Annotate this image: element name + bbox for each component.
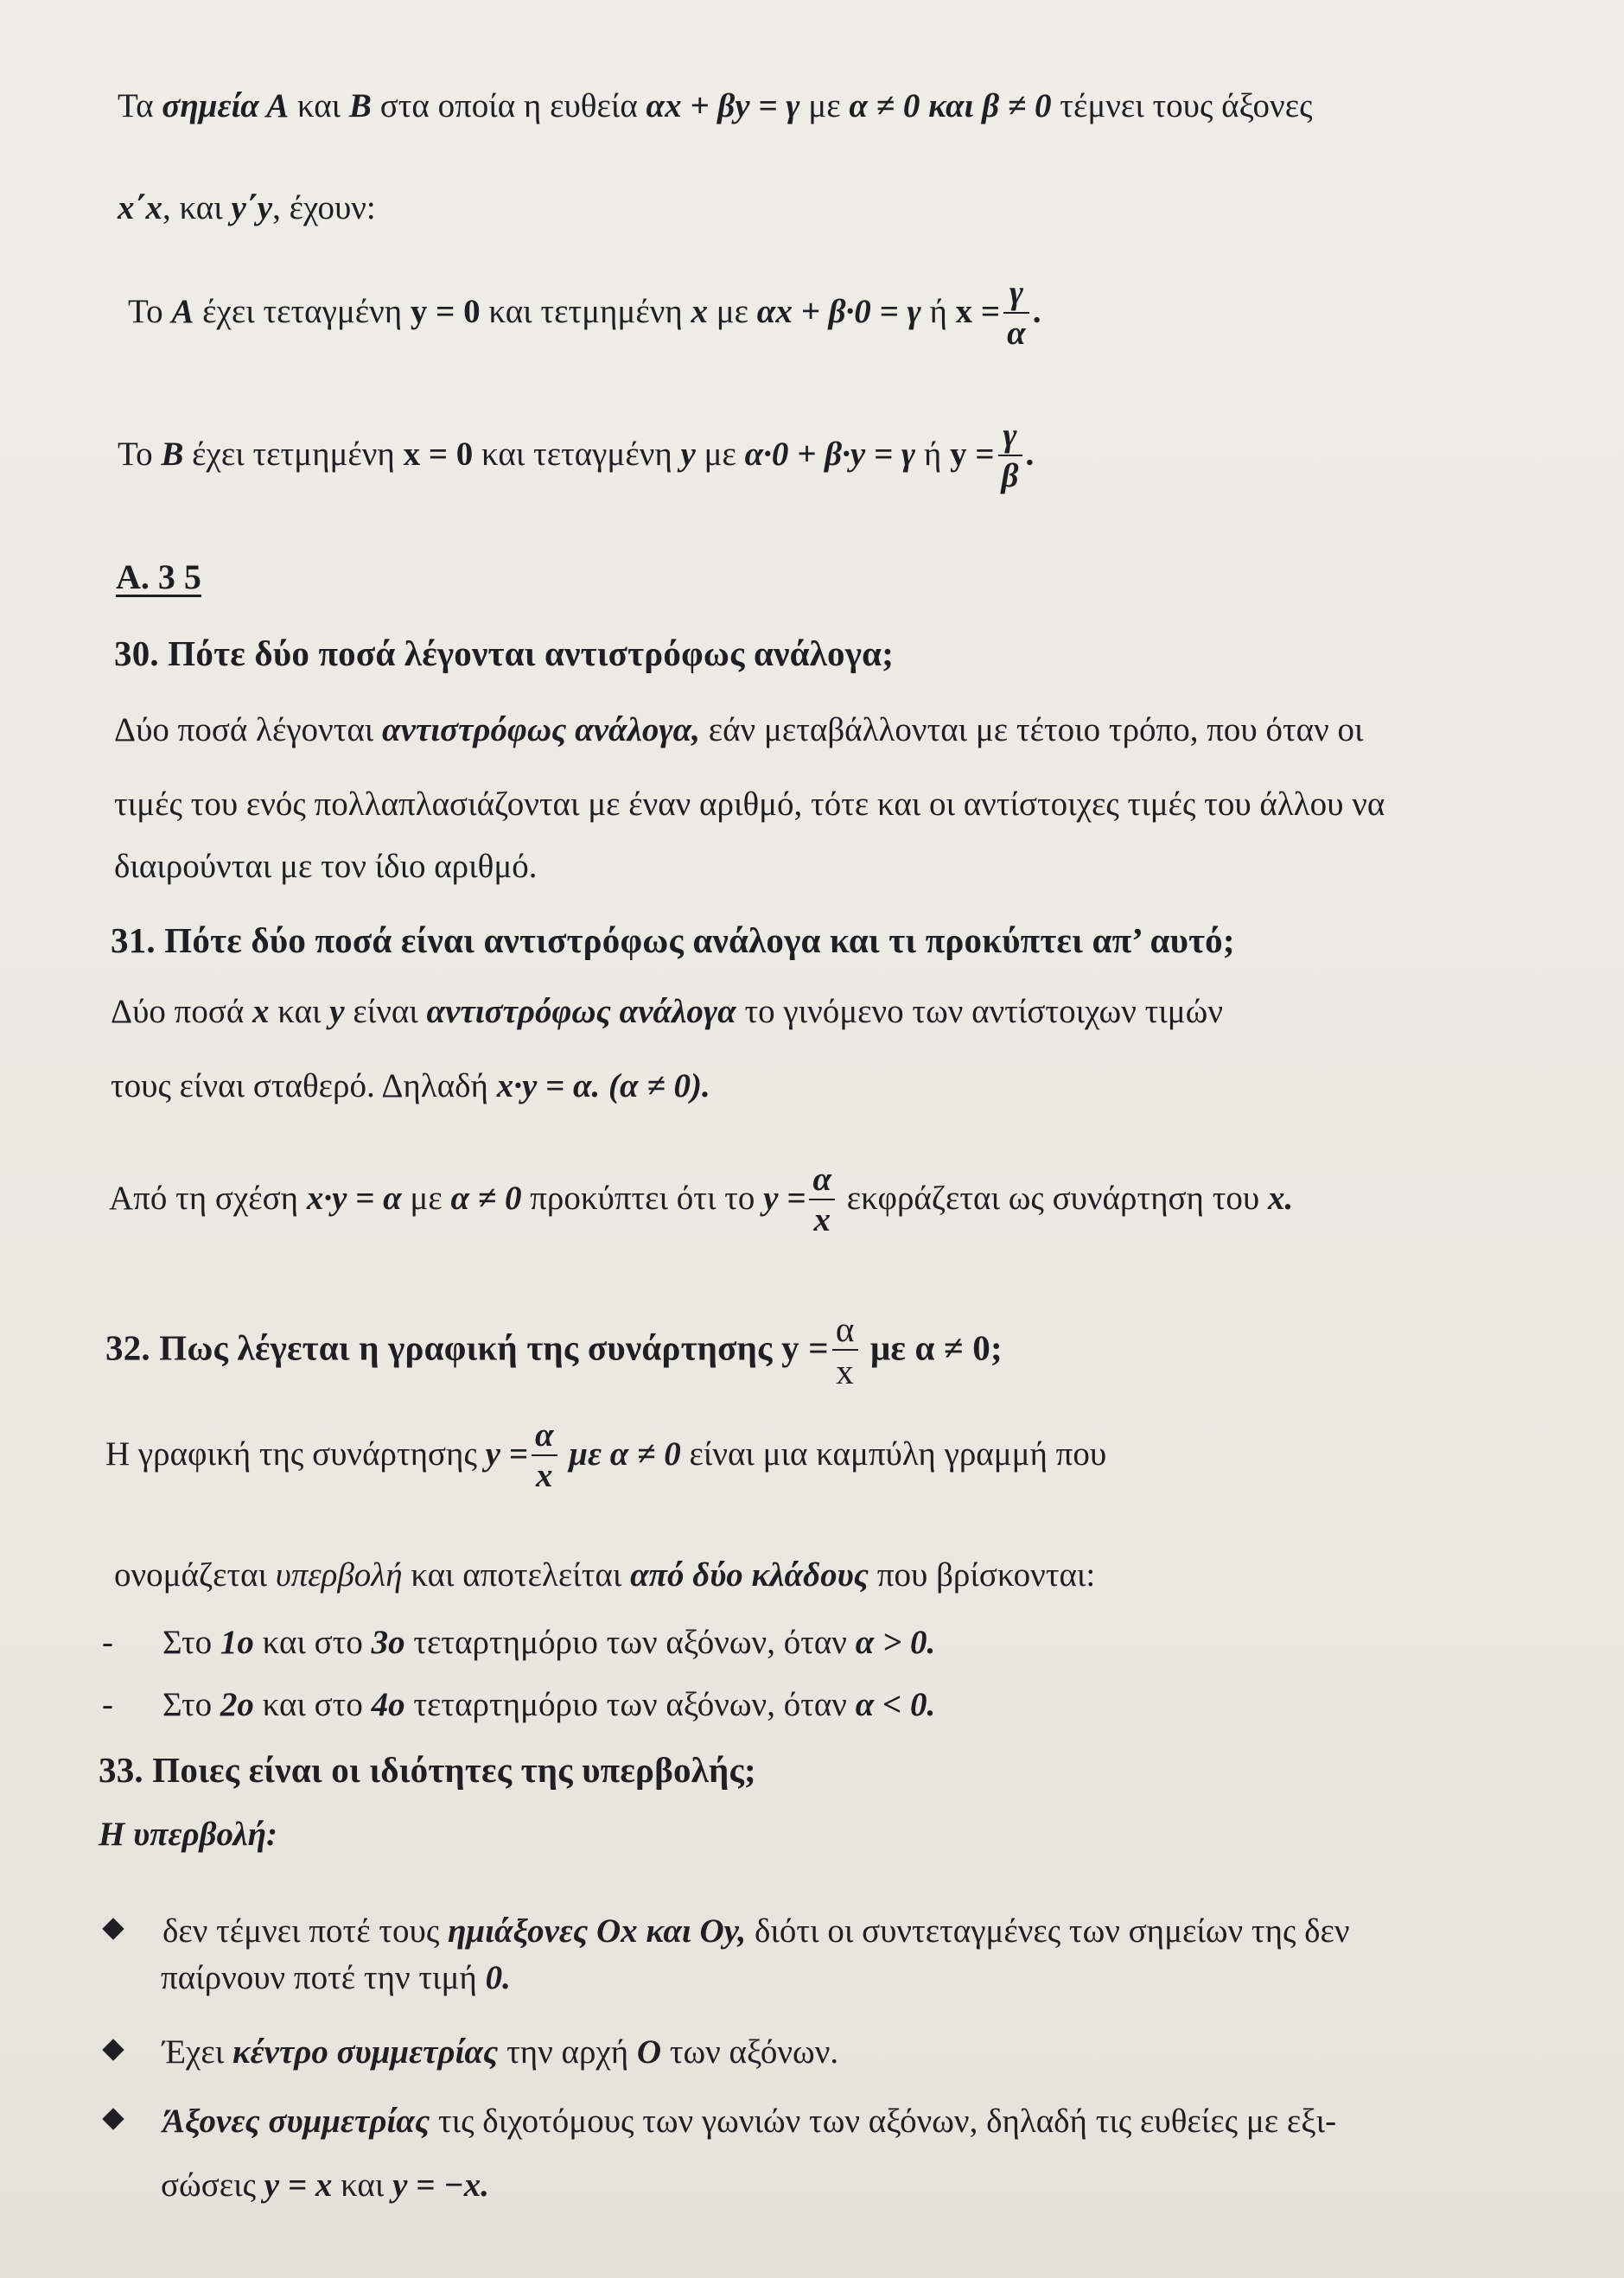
text: τεταρτημόριο των αξόνων, όταν <box>404 1686 856 1723</box>
text: τους είναι σταθερό. Δηλαδή <box>111 1067 497 1104</box>
text: x. <box>1267 1179 1294 1217</box>
text: y <box>329 993 345 1030</box>
dash-marker: - <box>102 1624 113 1661</box>
term: υπερβολή <box>275 1556 403 1594</box>
text: Στο <box>162 1686 220 1723</box>
text: και τεταγμένη <box>473 435 681 473</box>
text: ή <box>915 435 951 473</box>
intro-line-2 <box>118 188 376 229</box>
text: 1ο <box>220 1624 254 1661</box>
text: και τετμημένη <box>480 292 691 330</box>
text: Α <box>171 292 194 330</box>
diamond-bullet-icon <box>102 2039 124 2060</box>
fraction-numerator: α <box>832 1310 858 1351</box>
answer-31-line-1 <box>111 992 1223 1033</box>
fraction <box>1003 275 1029 354</box>
fraction <box>832 1310 858 1393</box>
axis-label: y΄y <box>231 189 273 226</box>
condition: α > 0. <box>855 1624 936 1661</box>
question-33-title: 33. Ποιες είναι οι ιδιότητες της υπερβολής; <box>99 1750 756 1790</box>
text: έχει τεταγμένη <box>194 292 411 330</box>
text: y <box>680 435 696 473</box>
text: Β <box>161 435 184 473</box>
fraction-numerator: α <box>809 1161 835 1200</box>
text: και αποτελείται <box>402 1556 631 1594</box>
text: και <box>269 993 330 1030</box>
answer-30-line-3: διαιρούνται με τον ίδιο αριθμό. <box>114 848 538 885</box>
text: ονομάζεται <box>114 1556 276 1594</box>
text: είναι μια καμπύλη γραμμή που <box>680 1435 1107 1473</box>
emphasis: ημιάξονες Οx και Οy, <box>448 1912 747 1950</box>
text: με <box>799 87 850 124</box>
text: και στο <box>253 1624 372 1661</box>
emphasis: αντιστρόφως ανάλογα <box>426 993 736 1030</box>
text: , έχουν: <box>272 189 376 226</box>
text: με <box>695 435 745 473</box>
text: εάν μεταβάλλονται με τέτοιο τρόπο, που όταν οι <box>699 711 1364 748</box>
text: x <box>691 292 708 330</box>
equation: α·0 + β·y = γ <box>744 435 916 473</box>
fraction-numerator: γ <box>1003 275 1029 314</box>
text: Η γραφική της συνάρτησης <box>105 1435 486 1473</box>
answer-31-line-3 <box>109 1161 1293 1241</box>
text: 2ο <box>220 1686 254 1723</box>
text: με <box>707 292 757 330</box>
equation: αx + βy = γ <box>646 87 800 124</box>
diamond-bullet-icon <box>102 1918 124 1939</box>
equation: y = −x. <box>392 2167 489 2204</box>
answer-32-item-2 <box>102 1685 935 1726</box>
intro-line-1 <box>118 86 1313 127</box>
text: Στο <box>162 1624 220 1661</box>
equation: x·y = α <box>306 1179 402 1217</box>
text: δεν τέμνει ποτέ τους <box>162 1912 449 1950</box>
text: που βρίσκονται: <box>869 1556 1096 1594</box>
fraction-denominator: x <box>535 1456 553 1494</box>
text: . <box>1032 292 1041 330</box>
text: Τα <box>118 87 162 124</box>
answer-30-line-1 <box>114 710 1363 751</box>
text: έχει τετμημένη <box>183 435 404 473</box>
text: , και <box>162 189 232 226</box>
emphasis: αντιστρόφως ανάλογα, <box>382 711 700 748</box>
question-30-title: 30. Πότε δύο ποσά λέγονται αντιστρόφως ανάλογα; <box>114 633 895 673</box>
fraction-numerator: α <box>532 1417 557 1456</box>
question-32-title <box>105 1310 1003 1393</box>
fraction-denominator: x <box>836 1352 854 1392</box>
text: είναι <box>344 993 427 1030</box>
text: Δύο ποσά λέγονται <box>114 711 383 748</box>
text: των αξόνων. <box>661 2033 839 2071</box>
text: Το <box>128 292 172 330</box>
question-31-title: 31. Πότε δύο ποσά είναι αντιστρόφως ανάλογα και τι προκύπτει απ’ αυτό; <box>111 920 1235 960</box>
equation: y = <box>950 435 995 473</box>
text: σημεία Α <box>162 87 290 124</box>
text: x <box>252 993 270 1030</box>
fraction <box>532 1417 557 1497</box>
text: προκύπτει ότι το <box>521 1179 764 1217</box>
condition: α ≠ 0 <box>450 1179 522 1217</box>
text: και στο <box>253 1686 372 1723</box>
equation: x·y = α. (α ≠ 0). <box>496 1067 710 1104</box>
section-heading: Α. 3 5 <box>116 557 201 596</box>
text: 3ο <box>371 1624 405 1661</box>
fraction <box>809 1161 835 1241</box>
text: εκφράζεται ως συνάρτηση του <box>838 1179 1268 1217</box>
equation: αx + β·0 = γ <box>756 292 921 330</box>
diamond-bullet-icon <box>102 2108 124 2129</box>
text: ή <box>920 292 956 330</box>
text: και <box>289 87 349 124</box>
equation: x = <box>955 292 1001 330</box>
axis-label: x΄x <box>118 189 162 226</box>
answer-32-line-2 <box>114 1556 1095 1596</box>
text: 0. <box>485 1959 511 1996</box>
condition: α ≠ 0 και β ≠ 0 <box>849 87 1052 124</box>
text: με α ≠ 0; <box>861 1327 1003 1368</box>
dash-marker: - <box>102 1686 113 1723</box>
condition: με α ≠ 0 <box>560 1435 681 1473</box>
text: Ο <box>636 2033 662 2071</box>
text: διότι οι συντεταγμένες των σημείων της δεν <box>746 1912 1350 1950</box>
fraction <box>998 417 1022 497</box>
answer-33-bullet-3-line-1 <box>100 2102 1336 2142</box>
equation: y = 0 <box>410 292 481 330</box>
answer-33-bullet-3-line-2 <box>161 2166 489 2206</box>
text: 4ο <box>371 1686 405 1723</box>
equation: y = <box>763 1179 806 1217</box>
text: Από τη σχέση <box>109 1179 307 1217</box>
text: . <box>1025 435 1035 473</box>
text: την αρχή <box>498 2033 637 2071</box>
point-a-line <box>128 275 1041 354</box>
text: με <box>401 1179 451 1217</box>
text: Δύο ποσά <box>111 993 253 1030</box>
answer-32-item-1 <box>102 1623 935 1664</box>
condition: α < 0. <box>855 1686 936 1723</box>
answer-33-bullet-2 <box>100 2033 838 2073</box>
fraction-denominator: α <box>1007 314 1026 352</box>
answer-33-bullet-1-line-2 <box>161 1958 511 1999</box>
emphasis: κέντρο συμμετρίας <box>232 2033 499 2071</box>
answer-32-line-1 <box>105 1417 1106 1497</box>
point-b-line <box>118 417 1034 497</box>
fraction-denominator: β <box>1001 456 1019 494</box>
text: και <box>332 2167 393 2204</box>
fraction-numerator: γ <box>998 417 1022 456</box>
text: παίρνουν ποτέ την τιμή <box>161 1959 486 1996</box>
answer-31-line-2 <box>111 1066 710 1107</box>
text: τεταρτημόριο των αξόνων, όταν <box>404 1624 856 1661</box>
answer-33-subtitle: Η υπερβολή: <box>99 1816 278 1853</box>
emphasis: Άξονες συμμετρίας <box>162 2103 430 2140</box>
equation: x = 0 <box>403 435 474 473</box>
text: Το <box>118 435 162 473</box>
text: στα οποία η ευθεία <box>371 87 646 124</box>
answer-33-bullet-1-line-1 <box>100 1912 1350 1952</box>
answer-30-line-2: τιμές του ενός πολλαπλασιάζονται με έναν αριθμό, τότε και οι αντίστοιχες τιμές του άλλου να <box>114 786 1385 823</box>
equation: y = x <box>264 2167 333 2204</box>
text: τις διχοτόμους των γωνιών των αξόνων, δηλαδή τις ευθείες με εξι- <box>430 2103 1337 2140</box>
text: 32. Πως λέγεται η γραφική της συνάρτησης y = <box>105 1327 829 1368</box>
emphasis: από δύο κλάδους <box>630 1556 869 1594</box>
text: Β <box>348 87 372 124</box>
text: Έχει <box>162 2033 232 2071</box>
fraction-denominator: x <box>813 1200 831 1238</box>
equation: y = <box>485 1435 528 1473</box>
text: σώσεις <box>161 2167 264 2204</box>
text: τέμνει τους άξονες <box>1051 87 1313 124</box>
text: το γινόμενο των αντίστοιχων τιμών <box>736 993 1223 1030</box>
